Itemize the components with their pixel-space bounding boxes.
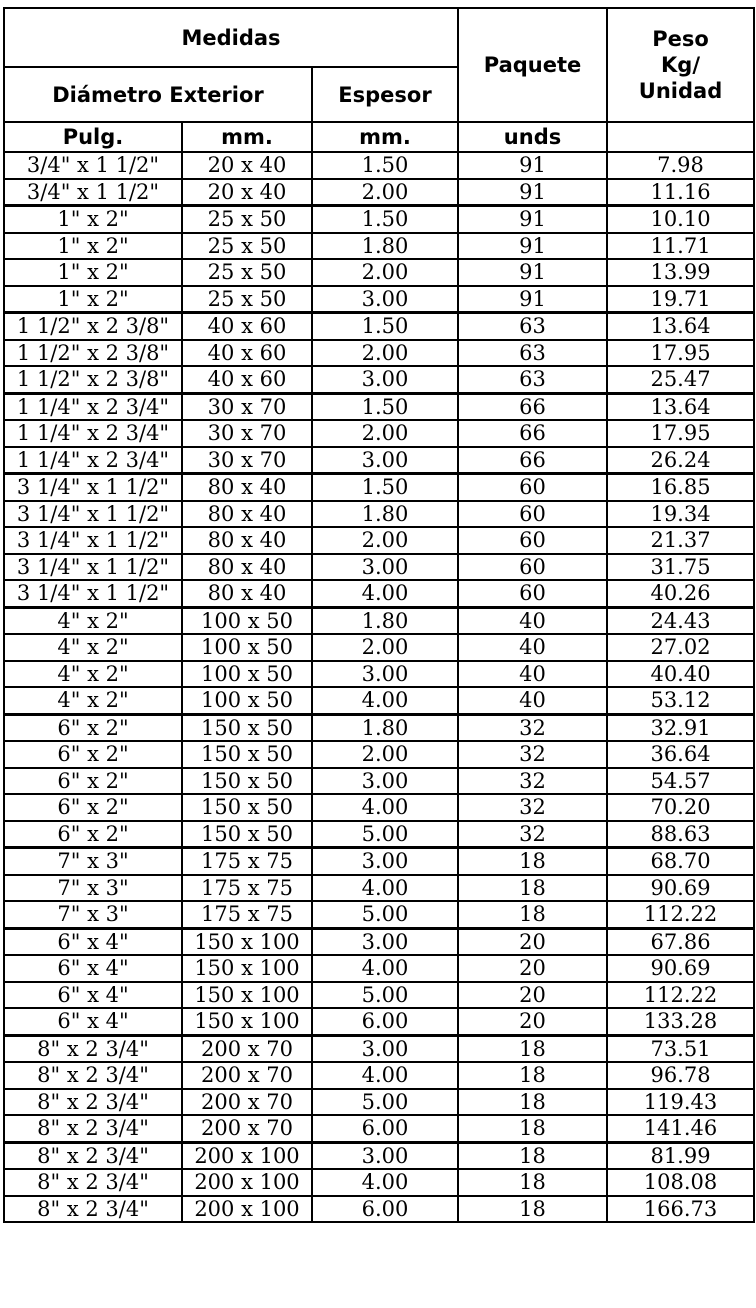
cell-paquete: 60 (458, 527, 607, 554)
cell-peso: 88.63 (607, 821, 754, 848)
cell-mm-diametro: 150 x 50 (182, 794, 312, 821)
cell-paquete: 20 (458, 955, 607, 982)
cell-paquete: 20 (458, 928, 607, 955)
table-row (4, 554, 754, 581)
cell-pulg: 3 1/4" x 1 1/2" (4, 580, 182, 607)
cell-paquete: 91 (458, 233, 607, 260)
cell-espesor: 5.00 (312, 901, 458, 928)
table-row (4, 848, 754, 875)
cell-pulg: 1 1/2" x 2 3/8" (4, 340, 182, 367)
cell-espesor: 4.00 (312, 580, 458, 607)
cell-espesor: 2.00 (312, 741, 458, 768)
cell-peso: 141.46 (607, 1115, 754, 1142)
cell-mm-diametro: 150 x 50 (182, 714, 312, 741)
cell-mm-diametro: 150 x 50 (182, 741, 312, 768)
header-peso-line-3: Unidad (638, 79, 723, 103)
cell-mm-diametro: 175 x 75 (182, 848, 312, 875)
cell-espesor: 3.00 (312, 366, 458, 393)
cell-peso: 13.64 (607, 313, 754, 340)
cell-espesor: 3.00 (312, 661, 458, 688)
cell-pulg: 8" x 2 3/4" (4, 1169, 182, 1196)
cell-espesor: 2.00 (312, 420, 458, 447)
table-row (4, 982, 754, 1009)
header-diametro-exterior: Diámetro Exterior (4, 67, 312, 122)
cell-mm-diametro: 200 x 70 (182, 1089, 312, 1116)
cell-peso: 19.71 (607, 286, 754, 313)
table-row (4, 821, 754, 848)
cell-espesor: 6.00 (312, 1008, 458, 1035)
cell-peso: 68.70 (607, 848, 754, 875)
cell-espesor: 3.00 (312, 286, 458, 313)
cell-paquete: 60 (458, 474, 607, 501)
cell-espesor: 4.00 (312, 1169, 458, 1196)
cell-pulg: 3 1/4" x 1 1/2" (4, 501, 182, 528)
cell-peso: 11.71 (607, 233, 754, 260)
tube-specs-table (3, 7, 755, 1223)
cell-pulg: 8" x 2 3/4" (4, 1035, 182, 1062)
cell-espesor: 5.00 (312, 982, 458, 1009)
cell-paquete: 32 (458, 714, 607, 741)
cell-peso: 108.08 (607, 1169, 754, 1196)
cell-mm-diametro: 30 x 70 (182, 420, 312, 447)
cell-mm-diametro: 200 x 70 (182, 1115, 312, 1142)
cell-paquete: 32 (458, 821, 607, 848)
cell-paquete: 18 (458, 848, 607, 875)
table-row (4, 1008, 754, 1035)
cell-paquete: 18 (458, 1115, 607, 1142)
unit-peso-blank (607, 122, 754, 152)
cell-espesor: 1.80 (312, 714, 458, 741)
header-paquete: Paquete (458, 8, 607, 122)
unit-mm-espesor: mm. (312, 122, 458, 152)
cell-pulg: 1 1/2" x 2 3/8" (4, 313, 182, 340)
cell-peso: 90.69 (607, 955, 754, 982)
cell-pulg: 1" x 2" (4, 259, 182, 286)
cell-pulg: 3 1/4" x 1 1/2" (4, 527, 182, 554)
header-peso-line-1: Peso (652, 27, 709, 51)
cell-mm-diametro: 150 x 100 (182, 982, 312, 1009)
cell-paquete: 40 (458, 687, 607, 714)
header-peso-line-2: Kg/ (661, 53, 700, 77)
cell-pulg: 6" x 4" (4, 982, 182, 1009)
cell-pulg: 8" x 2 3/4" (4, 1115, 182, 1142)
cell-mm-diametro: 80 x 40 (182, 474, 312, 501)
table-row (4, 501, 754, 528)
table-row (4, 1169, 754, 1196)
cell-paquete: 18 (458, 1169, 607, 1196)
cell-mm-diametro: 175 x 75 (182, 875, 312, 902)
cell-peso: 10.10 (607, 206, 754, 233)
cell-pulg: 1" x 2" (4, 233, 182, 260)
cell-mm-diametro: 40 x 60 (182, 313, 312, 340)
cell-peso: 96.78 (607, 1062, 754, 1089)
cell-paquete: 60 (458, 501, 607, 528)
cell-pulg: 4" x 2" (4, 687, 182, 714)
cell-mm-diametro: 150 x 100 (182, 1008, 312, 1035)
cell-peso: 73.51 (607, 1035, 754, 1062)
cell-mm-diametro: 80 x 40 (182, 554, 312, 581)
cell-peso: 25.47 (607, 366, 754, 393)
cell-mm-diametro: 100 x 50 (182, 607, 312, 634)
cell-peso: 119.43 (607, 1089, 754, 1116)
table-row (4, 1035, 754, 1062)
cell-mm-diametro: 30 x 70 (182, 447, 312, 474)
cell-paquete: 18 (458, 1089, 607, 1116)
unit-mm-diametro: mm. (182, 122, 312, 152)
cell-pulg: 6" x 4" (4, 1008, 182, 1035)
cell-paquete: 18 (458, 1142, 607, 1169)
cell-mm-diametro: 100 x 50 (182, 661, 312, 688)
cell-espesor: 5.00 (312, 1089, 458, 1116)
cell-paquete: 91 (458, 179, 607, 206)
cell-pulg: 7" x 3" (4, 901, 182, 928)
cell-pulg: 6" x 2" (4, 741, 182, 768)
cell-mm-diametro: 25 x 50 (182, 206, 312, 233)
table-row (4, 928, 754, 955)
table-row (4, 313, 754, 340)
cell-mm-diametro: 40 x 60 (182, 340, 312, 367)
table-row (4, 179, 754, 206)
cell-paquete: 32 (458, 768, 607, 795)
cell-pulg: 6" x 2" (4, 768, 182, 795)
cell-peso: 90.69 (607, 875, 754, 902)
cell-peso: 21.37 (607, 527, 754, 554)
cell-pulg: 6" x 4" (4, 955, 182, 982)
cell-pulg: 6" x 2" (4, 794, 182, 821)
cell-mm-diametro: 200 x 70 (182, 1062, 312, 1089)
cell-mm-diametro: 80 x 40 (182, 580, 312, 607)
cell-mm-diametro: 200 x 100 (182, 1142, 312, 1169)
cell-peso: 133.28 (607, 1008, 754, 1035)
table-row (4, 1089, 754, 1116)
cell-peso: 27.02 (607, 634, 754, 661)
cell-mm-diametro: 100 x 50 (182, 634, 312, 661)
cell-pulg: 1 1/4" x 2 3/4" (4, 393, 182, 420)
cell-paquete: 91 (458, 152, 607, 179)
table-row (4, 741, 754, 768)
cell-paquete: 20 (458, 1008, 607, 1035)
cell-pulg: 3/4" x 1 1/2" (4, 152, 182, 179)
cell-paquete: 32 (458, 741, 607, 768)
cell-espesor: 5.00 (312, 821, 458, 848)
cell-paquete: 66 (458, 447, 607, 474)
cell-peso: 13.99 (607, 259, 754, 286)
cell-paquete: 18 (458, 1035, 607, 1062)
cell-pulg: 4" x 2" (4, 661, 182, 688)
cell-paquete: 40 (458, 607, 607, 634)
cell-peso: 13.64 (607, 393, 754, 420)
cell-pulg: 3/4" x 1 1/2" (4, 179, 182, 206)
table-row (4, 794, 754, 821)
cell-paquete: 91 (458, 259, 607, 286)
cell-peso: 112.22 (607, 982, 754, 1009)
cell-pulg: 8" x 2 3/4" (4, 1062, 182, 1089)
cell-peso: 36.64 (607, 741, 754, 768)
cell-mm-diametro: 150 x 100 (182, 928, 312, 955)
table-row (4, 634, 754, 661)
cell-mm-diametro: 20 x 40 (182, 179, 312, 206)
cell-pulg: 1 1/4" x 2 3/4" (4, 447, 182, 474)
table-row (4, 393, 754, 420)
cell-espesor: 4.00 (312, 1062, 458, 1089)
cell-paquete: 18 (458, 875, 607, 902)
table-row (4, 447, 754, 474)
table-row (4, 875, 754, 902)
cell-mm-diametro: 175 x 75 (182, 901, 312, 928)
cell-pulg: 1" x 2" (4, 206, 182, 233)
cell-espesor: 1.80 (312, 233, 458, 260)
cell-espesor: 3.00 (312, 848, 458, 875)
table-row (4, 340, 754, 367)
table-row (4, 152, 754, 179)
cell-espesor: 4.00 (312, 955, 458, 982)
cell-espesor: 3.00 (312, 1142, 458, 1169)
cell-paquete: 91 (458, 206, 607, 233)
cell-paquete: 60 (458, 554, 607, 581)
cell-mm-diametro: 150 x 100 (182, 955, 312, 982)
cell-espesor: 2.00 (312, 179, 458, 206)
cell-mm-diametro: 150 x 50 (182, 821, 312, 848)
header-medidas: Medidas (4, 8, 458, 67)
cell-peso: 40.26 (607, 580, 754, 607)
cell-espesor: 4.00 (312, 687, 458, 714)
cell-espesor: 3.00 (312, 1035, 458, 1062)
cell-peso: 112.22 (607, 901, 754, 928)
cell-mm-diametro: 100 x 50 (182, 687, 312, 714)
table-row (4, 661, 754, 688)
table-wrapper (3, 7, 755, 1223)
table-row (4, 1196, 754, 1223)
cell-peso: 16.85 (607, 474, 754, 501)
cell-espesor: 6.00 (312, 1115, 458, 1142)
cell-espesor: 1.50 (312, 393, 458, 420)
cell-peso: 19.34 (607, 501, 754, 528)
cell-pulg: 8" x 2 3/4" (4, 1196, 182, 1223)
cell-pulg: 6" x 2" (4, 714, 182, 741)
table-row (4, 714, 754, 741)
cell-paquete: 20 (458, 982, 607, 1009)
cell-peso: 53.12 (607, 687, 754, 714)
cell-paquete: 40 (458, 634, 607, 661)
cell-peso: 31.75 (607, 554, 754, 581)
cell-peso: 70.20 (607, 794, 754, 821)
cell-mm-diametro: 20 x 40 (182, 152, 312, 179)
cell-paquete: 32 (458, 794, 607, 821)
table-row (4, 901, 754, 928)
cell-espesor: 2.00 (312, 259, 458, 286)
cell-mm-diametro: 25 x 50 (182, 233, 312, 260)
cell-espesor: 1.50 (312, 474, 458, 501)
cell-espesor: 1.50 (312, 152, 458, 179)
cell-peso: 54.57 (607, 768, 754, 795)
cell-peso: 40.40 (607, 661, 754, 688)
cell-pulg: 6" x 2" (4, 821, 182, 848)
table-row (4, 607, 754, 634)
cell-peso: 67.86 (607, 928, 754, 955)
cell-peso: 166.73 (607, 1196, 754, 1223)
cell-mm-diametro: 30 x 70 (182, 393, 312, 420)
cell-paquete: 66 (458, 420, 607, 447)
table-row (4, 768, 754, 795)
cell-pulg: 7" x 3" (4, 875, 182, 902)
cell-pulg: 3 1/4" x 1 1/2" (4, 474, 182, 501)
cell-mm-diametro: 25 x 50 (182, 286, 312, 313)
table-row (4, 527, 754, 554)
cell-paquete: 60 (458, 580, 607, 607)
cell-paquete: 40 (458, 661, 607, 688)
cell-espesor: 2.00 (312, 527, 458, 554)
cell-espesor: 2.00 (312, 340, 458, 367)
cell-peso: 32.91 (607, 714, 754, 741)
cell-peso: 7.98 (607, 152, 754, 179)
cell-espesor: 1.50 (312, 313, 458, 340)
cell-espesor: 2.00 (312, 634, 458, 661)
cell-pulg: 8" x 2 3/4" (4, 1142, 182, 1169)
cell-pulg: 3 1/4" x 1 1/2" (4, 554, 182, 581)
cell-paquete: 91 (458, 286, 607, 313)
table-row (4, 474, 754, 501)
cell-peso: 24.43 (607, 607, 754, 634)
cell-mm-diametro: 80 x 40 (182, 501, 312, 528)
cell-peso: 11.16 (607, 179, 754, 206)
cell-espesor: 4.00 (312, 794, 458, 821)
cell-espesor: 4.00 (312, 875, 458, 902)
table-row (4, 687, 754, 714)
cell-mm-diametro: 200 x 100 (182, 1169, 312, 1196)
cell-espesor: 3.00 (312, 768, 458, 795)
cell-pulg: 8" x 2 3/4" (4, 1089, 182, 1116)
table-row (4, 206, 754, 233)
cell-pulg: 4" x 2" (4, 634, 182, 661)
cell-mm-diametro: 40 x 60 (182, 366, 312, 393)
unit-unds: unds (458, 122, 607, 152)
cell-pulg: 4" x 2" (4, 607, 182, 634)
cell-pulg: 6" x 4" (4, 928, 182, 955)
table-row (4, 420, 754, 447)
cell-espesor: 1.80 (312, 501, 458, 528)
header-peso (607, 8, 754, 122)
table-row (4, 259, 754, 286)
cell-paquete: 66 (458, 393, 607, 420)
table-row (4, 366, 754, 393)
cell-paquete: 63 (458, 340, 607, 367)
cell-peso: 17.95 (607, 340, 754, 367)
cell-paquete: 18 (458, 901, 607, 928)
cell-mm-diametro: 150 x 50 (182, 768, 312, 795)
cell-espesor: 1.80 (312, 607, 458, 634)
cell-pulg: 1" x 2" (4, 286, 182, 313)
table-row (4, 955, 754, 982)
cell-mm-diametro: 200 x 70 (182, 1035, 312, 1062)
cell-espesor: 3.00 (312, 928, 458, 955)
cell-paquete: 18 (458, 1062, 607, 1089)
cell-espesor: 3.00 (312, 554, 458, 581)
unit-pulg: Pulg. (4, 122, 182, 152)
table-body (4, 152, 754, 1222)
table-row (4, 580, 754, 607)
cell-espesor: 1.50 (312, 206, 458, 233)
cell-paquete: 63 (458, 366, 607, 393)
cell-paquete: 63 (458, 313, 607, 340)
cell-espesor: 3.00 (312, 447, 458, 474)
cell-peso: 26.24 (607, 447, 754, 474)
cell-espesor: 6.00 (312, 1196, 458, 1223)
table-row (4, 286, 754, 313)
cell-pulg: 7" x 3" (4, 848, 182, 875)
table-row (4, 1115, 754, 1142)
cell-pulg: 1 1/2" x 2 3/8" (4, 366, 182, 393)
table-row (4, 1062, 754, 1089)
cell-pulg: 1 1/4" x 2 3/4" (4, 420, 182, 447)
cell-mm-diametro: 200 x 100 (182, 1196, 312, 1223)
table-row (4, 233, 754, 260)
table-row (4, 1142, 754, 1169)
cell-mm-diametro: 80 x 40 (182, 527, 312, 554)
header-espesor: Espesor (312, 67, 458, 122)
cell-paquete: 18 (458, 1196, 607, 1223)
cell-peso: 17.95 (607, 420, 754, 447)
cell-mm-diametro: 25 x 50 (182, 259, 312, 286)
cell-peso: 81.99 (607, 1142, 754, 1169)
